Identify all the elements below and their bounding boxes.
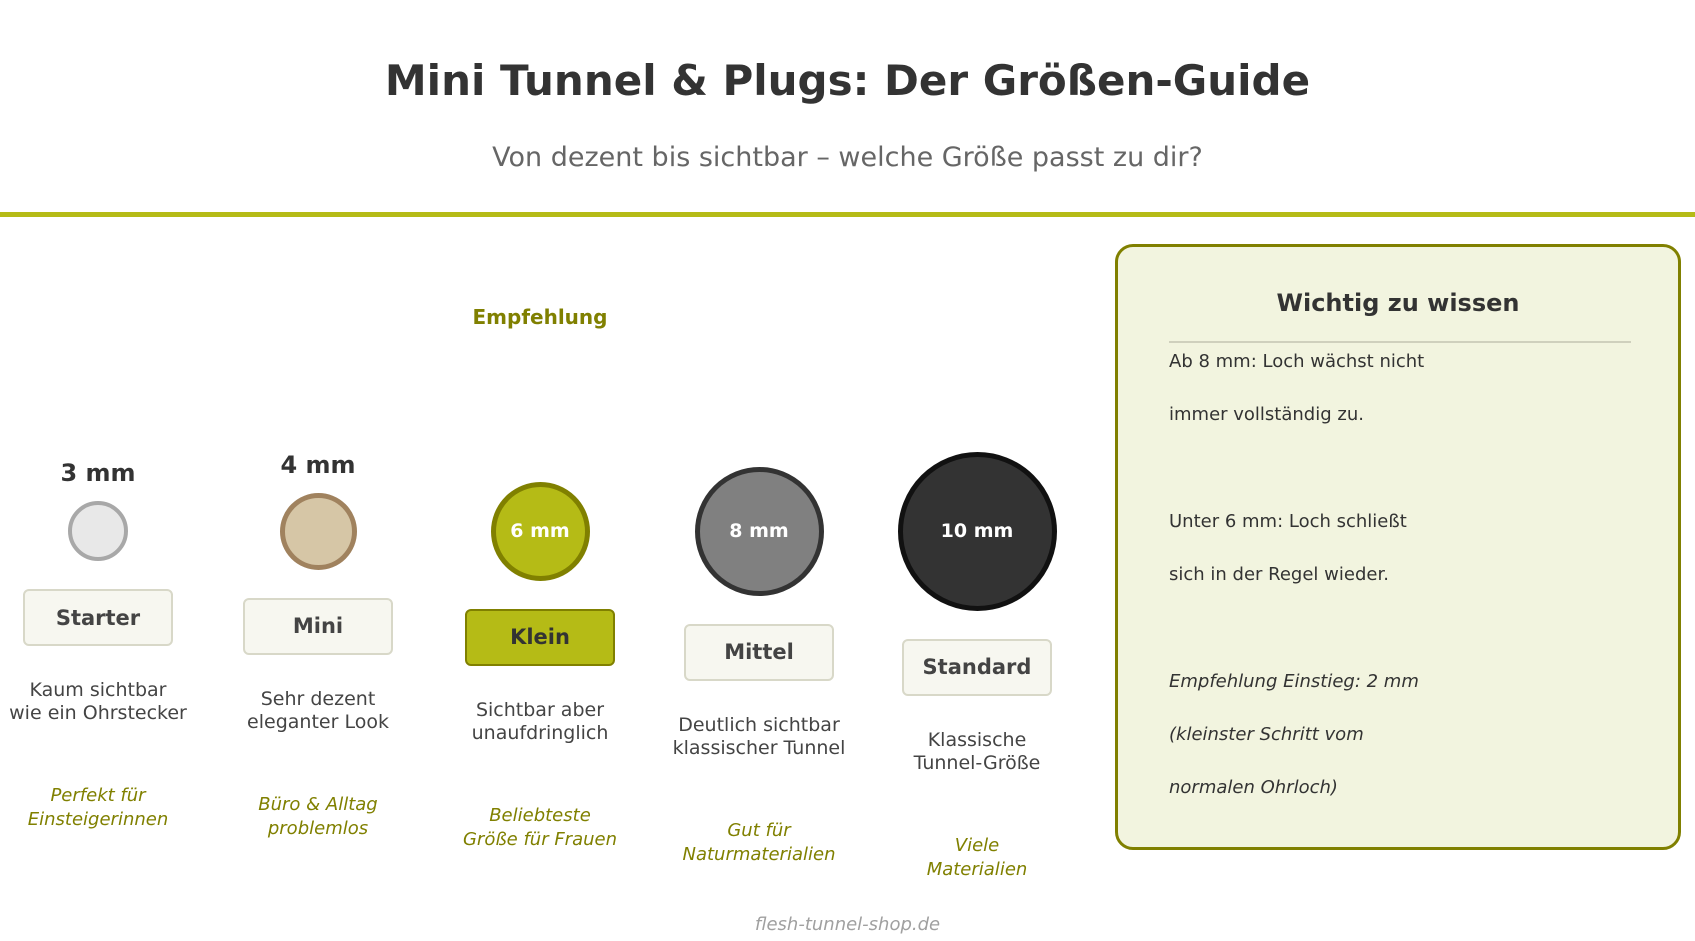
size-description-line: Kaum sichtbar (29, 679, 167, 701)
size-note-line: Gut für (727, 819, 791, 841)
size-note-line: Naturmaterialien (682, 843, 836, 865)
recommendation-label: Empfehlung (472, 305, 608, 329)
size-label: 8 mm (729, 520, 789, 542)
size-description-line: Klassische (927, 728, 1027, 751)
size-description-line: wie ein Ohrstecker (9, 702, 187, 724)
size-note-line: Perfekt für (50, 785, 146, 806)
info-line: Ab 8 mm: Loch wächst nicht (1169, 351, 1425, 372)
size-disc-starter (68, 501, 128, 561)
size-note (867, 834, 1087, 882)
size-column-klein (430, 0, 650, 941)
info-line: sich in der Regel wieder. (1169, 564, 1389, 585)
info-line: Unter 6 mm: Loch schließt (1169, 511, 1407, 532)
size-column-mini (208, 0, 428, 941)
size-description-line: Sichtbar aber (475, 698, 605, 721)
size-note-line: Einsteigerinnen (27, 809, 169, 830)
size-description-line: unaufdringlich (471, 721, 609, 744)
footer-url: flesh-tunnel-shop.de (754, 914, 941, 935)
size-description (430, 699, 650, 745)
page-subtitle: Von dezent bis sichtbar – welche Größe passt zu dir? (492, 142, 1203, 173)
info-recommendation-line: (kleinster Schritt vom (1169, 724, 1364, 745)
size-note-line: problemlos (267, 817, 369, 839)
size-disc-mittel (695, 467, 824, 596)
size-label: 3 mm (60, 459, 136, 487)
size-description-line: Deutlich sichtbar (678, 713, 840, 736)
size-name-badge: Klein (465, 609, 615, 666)
size-note (0, 784, 208, 832)
size-column-mittel (649, 0, 869, 941)
size-disc-klein (491, 482, 590, 581)
size-description-line: eleganter Look (247, 710, 389, 733)
info-divider (1169, 341, 1631, 343)
size-disc-standard (898, 452, 1057, 611)
size-description-line: Sehr dezent (260, 687, 376, 710)
size-note-line: Viele (954, 834, 1000, 856)
size-note (430, 804, 650, 852)
info-recommendation-line: Empfehlung Einstieg: 2 mm (1169, 671, 1419, 692)
info-panel (1115, 244, 1681, 850)
info-title: Wichtig zu wissen (1276, 289, 1520, 317)
size-note-line: Beliebteste (489, 804, 591, 826)
size-disc-mini (280, 493, 357, 570)
size-description (867, 729, 1087, 775)
size-label: 10 mm (940, 520, 1014, 542)
size-description (208, 688, 428, 734)
size-column-standard (867, 0, 1087, 941)
size-name-badge: Mini (243, 598, 393, 655)
size-label: 6 mm (510, 520, 570, 542)
size-description-line: Tunnel-Größe (913, 751, 1041, 774)
info-line: immer vollständig zu. (1169, 404, 1364, 425)
size-label: 4 mm (280, 450, 356, 479)
page-title: Mini Tunnel & Plugs: Der Größen-Guide (384, 56, 1311, 105)
size-note-line: Größe für Frauen (462, 828, 618, 850)
size-note (649, 819, 869, 867)
size-note-line: Materialien (926, 858, 1028, 880)
size-note (208, 793, 428, 841)
size-name-badge: Standard (902, 639, 1052, 696)
size-description (649, 714, 869, 760)
size-note-line: Büro & Alltag (258, 793, 378, 815)
info-recommendation-line: normalen Ohrloch) (1169, 777, 1338, 798)
size-description-line: klassischer Tunnel (672, 736, 846, 759)
size-description (0, 679, 208, 725)
size-column-starter (0, 0, 208, 941)
size-name-badge: Mittel (684, 624, 834, 681)
size-name-badge: Starter (23, 589, 173, 646)
